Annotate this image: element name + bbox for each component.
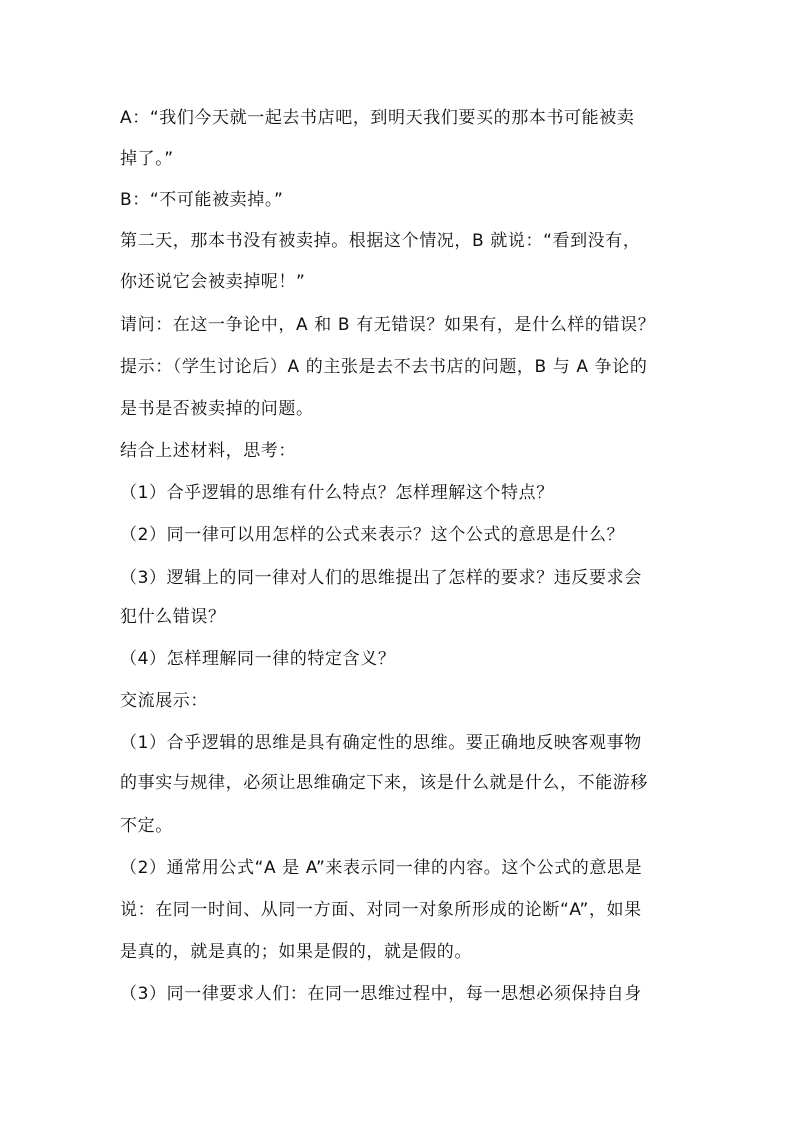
- text-line: 说：在同一时间、从同一方面、对同一对象所形成的论断“A”，如果: [120, 900, 642, 920]
- text-line: 交流展示：: [120, 691, 208, 711]
- text-line: （1）合乎逻辑的思维有什么特点？怎样理解这个特点？: [120, 483, 554, 503]
- text-line: （1）合乎逻辑的思维是具有确定性的思维。要正确地反映客观事物: [120, 733, 642, 753]
- text-line: 请问：在这一争论中，A 和 B 有无错误？如果有，是什么样的错误？: [120, 315, 656, 335]
- text-line: 不定。: [120, 816, 173, 836]
- text-line: 是真的，就是真的；如果是假的，就是假的。: [120, 942, 472, 962]
- text-line: B：“不可能被卖掉。”: [120, 190, 284, 210]
- text-line: （2）同一律可以用怎样的公式来表示？这个公式的意思是什么？: [120, 525, 625, 545]
- text-line: 掉了。”: [120, 149, 174, 169]
- text-line: 提示：（学生讨论后）A 的主张是去不去书店的问题，B 与 A 争论的: [120, 357, 648, 377]
- text-line: （3）逻辑上的同一律对人们的思维提出了怎样的要求？违反要求会: [120, 568, 642, 588]
- text-line: 结合上述材料，思考：: [120, 441, 296, 461]
- text-line: 犯什么错误？: [120, 607, 226, 627]
- text-line: 第二天，那本书没有被卖掉。根据这个情况，B 就说：“看到没有，: [120, 231, 641, 251]
- text-line: A：“我们今天就一起去书店吧，到明天我们要买的那本书可能被卖: [120, 108, 635, 128]
- text-line: 你还说它会被卖掉呢！”: [120, 272, 306, 292]
- text-line: （3）同一律要求人们：在同一思维过程中，每一思想必须保持自身: [120, 984, 642, 1004]
- text-line: 是书是否被卖掉的问题。: [120, 399, 314, 419]
- text-line: （4）怎样理解同一律的特定含义？: [120, 649, 396, 669]
- text-line: （2）通常用公式“A 是 A”来表示同一律的内容。这个公式的意思是: [120, 858, 643, 878]
- text-line: 的事实与规律，必须让思维确定下来，该是什么就是什么，不能游移: [120, 773, 648, 793]
